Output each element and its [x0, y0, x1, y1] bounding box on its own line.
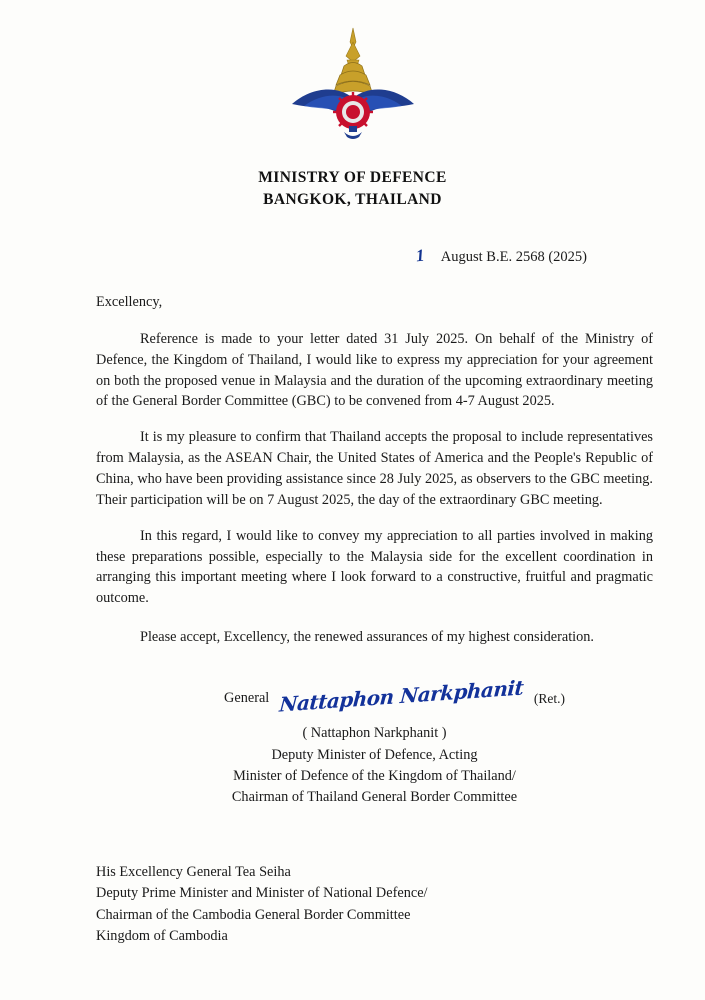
signatory-title-3: Chairman of Thailand General Border Committee — [231, 789, 518, 806]
paragraph-2: It is my pleasure to confirm that Thailand accepts the proposal to include representatives from Malaysia, as the ASEAN Chair, the United States of America and the People's Republic of China, who have been providing assistance since 28 July 2025, as observers to the GBC meeting. Their participation will be on 7 August 2025, the day of the extraordinary GBC meeting. — [96, 429, 653, 508]
emblem-container — [0, 0, 705, 141]
salutation: Excellency, — [96, 293, 163, 310]
paragraph-4: Please accept, Excellency, the renewed assurances of my highest consideration. — [140, 629, 595, 646]
letter-body — [0, 292, 705, 809]
ministry-of-defence-emblem-icon — [278, 26, 428, 141]
signatory-details — [96, 723, 653, 809]
signature-rank: General — [224, 690, 270, 707]
handwritten-signature: Nattaphon Narkphanit — [278, 675, 525, 717]
paragraph-3: In this regard, I would like to convey my appreciation to all parties involved in making these preparations possible, especially to the Malaysia side for the excellent coordination in arranging this important meeting where I look forward to a constructive, fruitful and pragmatic outcome. — [96, 527, 653, 607]
addressee-line-1: His Excellency General Tea Seiha — [96, 864, 291, 880]
addressee-line-4: Kingdom of Cambodia — [96, 928, 228, 945]
date-line — [0, 246, 705, 266]
letterhead-line-2: BANGKOK, THAILAND — [263, 191, 442, 209]
addressee-block — [96, 862, 428, 948]
paragraph-1: Reference is made to your letter dated 31 July 2025. On behalf of the Ministry of Defence, the Kingdom of Thailand, I would like to express my appreciation for your agreement on both the proposed venue in Malaysia and the duration of the upcoming extraordinary meeting of the General Border Committee (GBC) to be convened from 4-7 August 2025. — [96, 330, 653, 410]
signatory-title-1: Deputy Minister of Defence, Acting — [271, 746, 478, 763]
signatory-title-2: Minister of Defence of the Kingdom of Thailand/ — [233, 768, 516, 785]
letterhead-line-1: MINISTRY OF DEFENCE — [258, 169, 447, 186]
signatory-name: ( Nattaphon Narkphanit ) — [302, 725, 447, 742]
signature-line — [96, 675, 653, 717]
signature-suffix: (Ret.) — [533, 691, 565, 707]
addressee-line-3: Chairman of the Cambodia General Border Committee — [96, 906, 411, 923]
date-text: August B.E. 2568 (2025) — [440, 248, 587, 265]
handwritten-day: 1 — [415, 245, 426, 266]
signature-block — [96, 675, 653, 809]
addressee-line-2: Deputy Prime Minister and Minister of National Defence/ — [96, 885, 428, 902]
letterhead — [0, 167, 705, 212]
